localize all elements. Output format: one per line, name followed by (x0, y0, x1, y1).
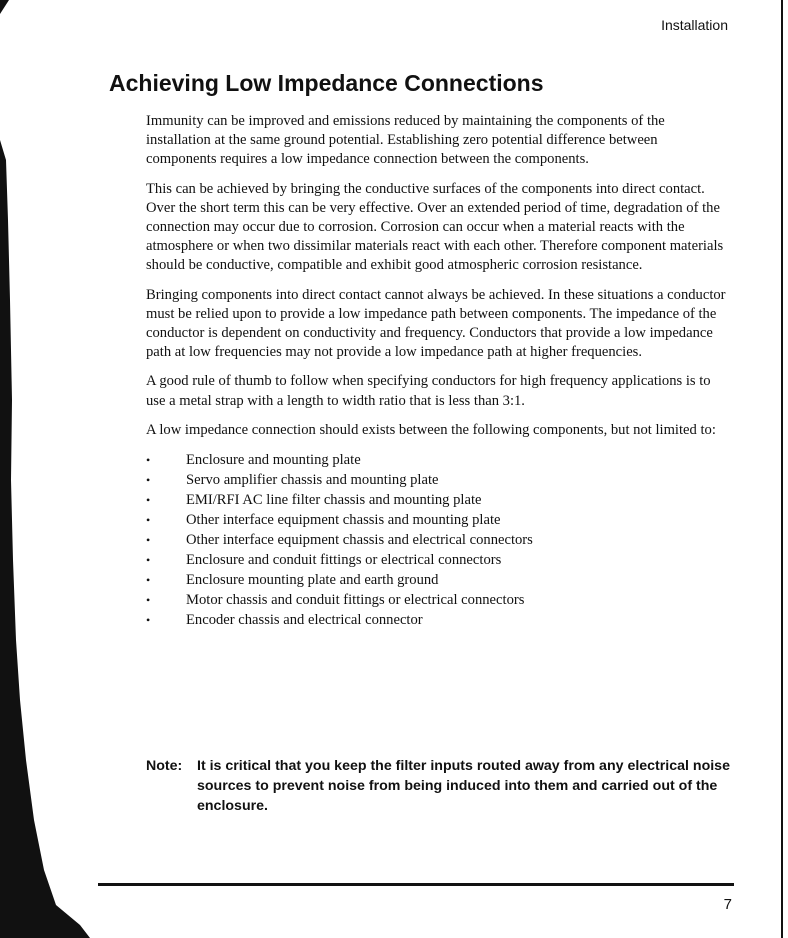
paragraph: Bringing components into direct contact cannot always be achieved. In these situations a conductor must be relied upon to provide a low impedance path between components. The impedance of the conductor is dependent on conductivity and frequency. Conductors that provide a low impedance path at low frequencies may not provide a low impedance path at higher frequencies. (146, 286, 726, 361)
bullet-icon: • (146, 613, 151, 628)
page-number: 7 (723, 896, 732, 913)
list-item-text: Servo amplifier chassis and mounting plate (186, 472, 439, 489)
list-item-text: Other interface equipment chassis and mounting plate (186, 512, 501, 529)
list-item (146, 530, 728, 550)
paragraph: This can be achieved by bringing the conductive surfaces of the components into direct contact. Over the short term this can be very effective. Over an extended period of time, degradation of the connection may occur due to corrosion. Corrosion can occur when a material reacts with the atmosphere or when two dissimilar materials react with each other. Therefore component materials should be conductive, compatible and exhibit good atmospheric corrosion resistance. (146, 180, 724, 274)
bullet-icon: • (146, 553, 151, 568)
list-item (146, 490, 728, 510)
list-item (146, 550, 728, 570)
list-item-text: Encoder chassis and electrical connector (186, 612, 423, 629)
running-header: Installation (661, 17, 728, 33)
body-text (146, 112, 728, 630)
paragraph: A low impedance connection should exists between the following components, but not limited to: (146, 421, 716, 438)
bullet-icon: • (146, 573, 151, 588)
list-item-text: Enclosure and conduit fittings or electrical connectors (186, 552, 502, 569)
scan-edge-shadow (0, 0, 90, 938)
list-item (146, 590, 728, 610)
note-callout (146, 756, 736, 816)
list-item-text: Motor chassis and conduit fittings or electrical connectors (186, 592, 525, 609)
bullet-icon: • (146, 473, 151, 488)
bullet-icon: • (146, 453, 151, 468)
list-item (146, 470, 728, 490)
list-item (146, 450, 728, 470)
note-label: Note: (146, 758, 183, 774)
list-item (146, 610, 728, 630)
list-item-text: Enclosure and mounting plate (186, 452, 361, 469)
bullet-icon: • (146, 593, 151, 608)
page-title: Achieving Low Impedance Connections (109, 70, 544, 96)
bullet-icon: • (146, 493, 151, 508)
list-item-text: Other interface equipment chassis and electrical connectors (186, 532, 533, 549)
list-item (146, 570, 728, 590)
bullet-list (146, 450, 728, 630)
paragraph: Immunity can be improved and emissions reduced by maintaining the components of the installation at the same ground potential. Establishing zero potential difference between components requires a low impedance connection between the components. (146, 113, 665, 168)
bullet-icon: • (146, 533, 151, 548)
note-text: It is critical that you keep the filter inputs routed away from any electrical noise sources to prevent noise from being induced into them and carried out of the enclosure. (197, 758, 730, 814)
list-item (146, 510, 728, 530)
list-item-text: EMI/RFI AC line filter chassis and mounting plate (186, 492, 482, 509)
list-item-text: Enclosure mounting plate and earth ground (186, 572, 439, 589)
right-margin-rule (781, 0, 783, 938)
footer-rule (98, 883, 734, 886)
paragraph: A good rule of thumb to follow when specifying conductors for high frequency applications is to use a metal strap with a length to width ratio that is less than 3:1. (146, 373, 711, 409)
bullet-icon: • (146, 513, 151, 528)
